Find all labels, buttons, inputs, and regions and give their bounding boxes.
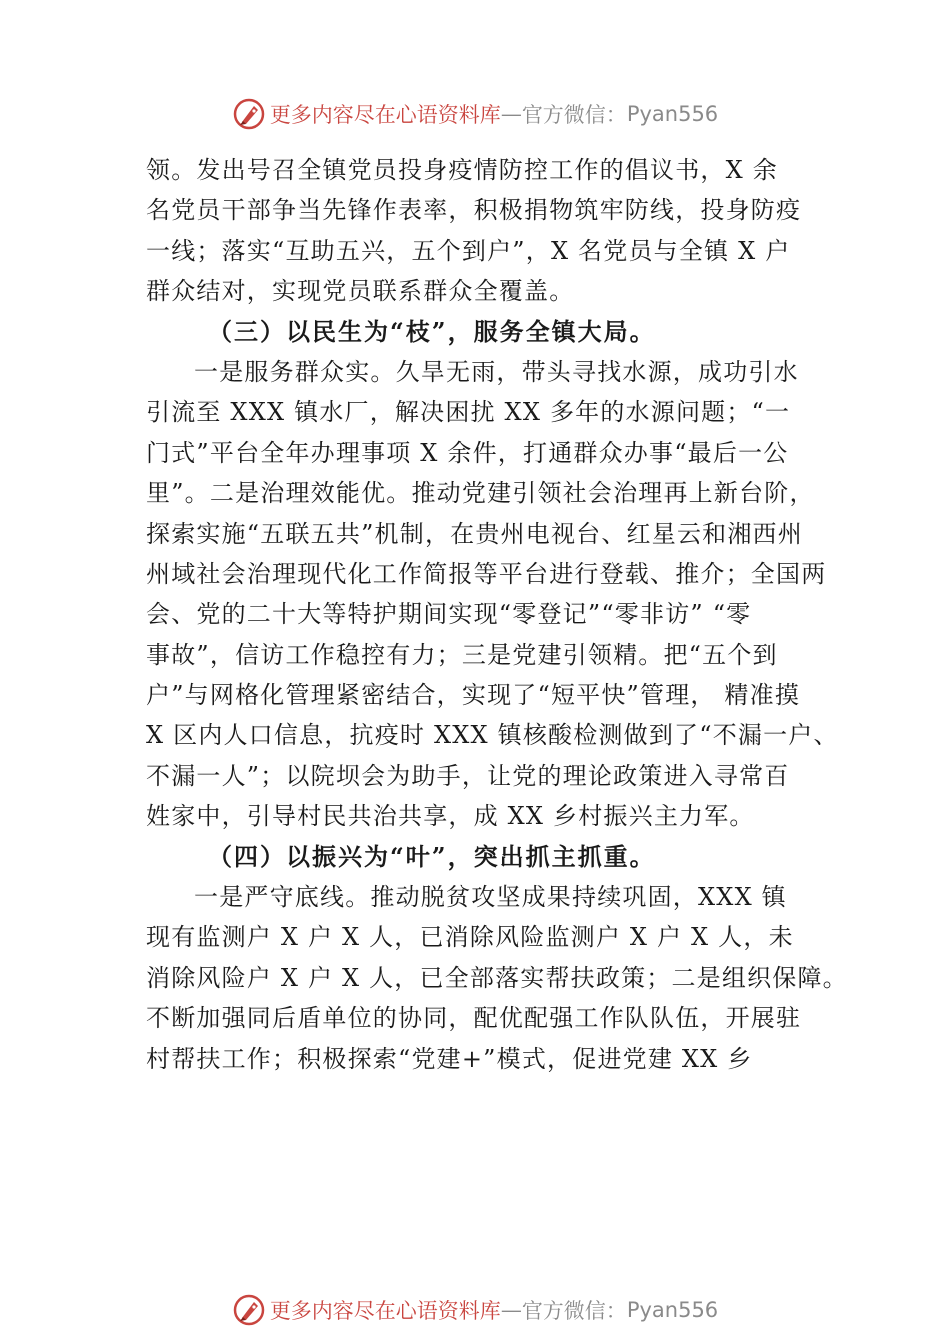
body-line: 一是服务群众实。久旱无雨，带头寻找水源，成功引水: [194, 357, 799, 386]
body-line: 群众结对，实现党员联系群众全覆盖。: [146, 277, 575, 306]
body-line: 姓家中，引导村民共治共享，成 XX 乡村振兴主力军。: [146, 802, 755, 831]
body-line: X 区内人口信息，抗疫时 XXX 镇核酸检测做到了“不漏一户、: [146, 721, 839, 750]
pen-nib-logo-icon: [232, 97, 266, 131]
body-line: 现有监测户 X 户 X 人，已消除风险监测户 X 户 X 人，未: [146, 923, 794, 952]
banner-official-label: 官方微信：: [521, 1299, 627, 1323]
banner-main-text: 更多内容尽在心语资料库: [269, 103, 501, 127]
body-line: 引流至 XXX 镇水厂，解决困扰 XX 多年的水源问题；“一: [146, 398, 791, 427]
document-body: [146, 150, 848, 1079]
body-line: 门式”平台全年办理事项 X 余件，打通群众办事“最后一公: [146, 438, 789, 467]
body-line: 一线；落实“互助五兴，五个到户”，X 名党员与全镇 X 户: [146, 236, 791, 265]
body-line: 消除风险户 X 户 X 人，已全部落实帮扶政策；二是组织保障。: [146, 963, 848, 992]
body-line: 探索实施“五联五共”机制，在贵州电视台、红星云和湘西州: [146, 519, 803, 548]
section-heading-3: （三）以民生为“枝”，服务全镇大局。: [208, 316, 656, 346]
body-line: 事故”，信访工作稳控有力；三是党建引领精。把“五个到: [146, 640, 778, 669]
body-line: 村帮扶工作；积极探索“党建+”模式，促进党建 XX 乡: [146, 1044, 753, 1073]
body-line: 里”。二是治理效能优。推动党建引领社会治理再上新台阶，: [146, 479, 815, 508]
banner-separator: —: [500, 102, 522, 126]
banner-wechat-id: Pyan556: [626, 1298, 719, 1322]
body-line: 领。发出号召全镇党员投身疫情防控工作的倡议书，X 余: [146, 156, 778, 184]
pen-nib-logo-icon: [232, 1293, 266, 1327]
section-heading-4: （四）以振兴为“叶”，突出抓主抓重。: [208, 841, 656, 871]
banner-wechat-id: Pyan556: [626, 102, 719, 126]
body-line: 不漏一人”；以院坝会为助手，让党的理论政策进入寻常百: [146, 761, 790, 790]
body-line: 户”与网格化管理紧密结合，实现了“短平快”管理， 精准摸: [146, 681, 801, 710]
banner-separator: —: [500, 1298, 522, 1322]
banner-main-text: 更多内容尽在心语资料库: [269, 1299, 501, 1323]
body-line: 一是严守底线。推动脱贫攻坚成果持续巩固，XXX 镇: [194, 883, 787, 912]
header-watermark-banner: [0, 94, 950, 134]
body-line: 名党员干部争当先锋作表率，积极捐物筑牢防线，投身防疫: [146, 196, 802, 225]
banner-official-label: 官方微信：: [521, 103, 627, 127]
body-line: 州域社会治理现代化工作简报等平台进行登载、推介；全国两: [146, 559, 827, 588]
body-line: 不断加强同后盾单位的协同，配优配强工作队队伍，开展驻: [146, 1004, 802, 1033]
footer-watermark-banner: [0, 1290, 950, 1330]
body-line: 会、党的二十大等特护期间实现“零登记”“零非访” “零: [146, 600, 752, 629]
